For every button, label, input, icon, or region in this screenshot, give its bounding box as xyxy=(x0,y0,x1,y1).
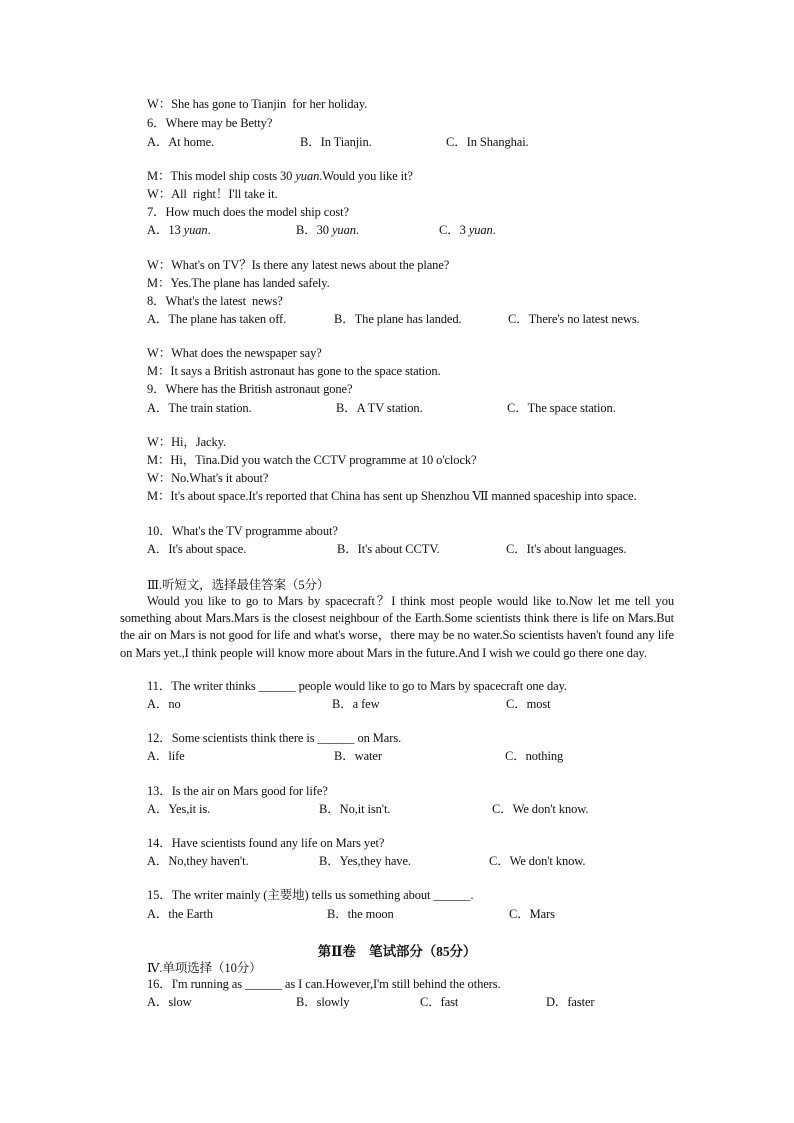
option-a: A．It's about space. xyxy=(147,542,247,556)
question-14: 14．Have scientists found any life on Mars yet? xyxy=(147,836,385,850)
option-c: C．We don't know. xyxy=(492,802,589,816)
option-c: C．It's about languages. xyxy=(506,542,627,556)
option-a: A．the Earth xyxy=(147,907,213,921)
dialogue-line: W：She has gone to Tianjin for her holiday. xyxy=(147,97,368,111)
option-c: C．We don't know. xyxy=(489,854,586,868)
option-b: B．the moon xyxy=(327,907,394,921)
question-13: 13．Is the air on Mars good for life? xyxy=(147,784,328,798)
dialogue-line: W：What's on TV？Is there any latest news about the plane? xyxy=(147,258,450,272)
dialogue-line: M：This model ship costs 30 yuan.Would you like it? xyxy=(147,169,413,183)
question-6: 6．Where may be Betty? xyxy=(147,116,273,130)
option-b: B．A TV station. xyxy=(336,401,423,415)
option-b: B．Yes,they have. xyxy=(319,854,411,868)
option-b: B．a few xyxy=(332,697,380,711)
option-d: D．faster xyxy=(546,995,595,1009)
question-10: 10．What's the TV programme about? xyxy=(147,524,338,538)
option-b: B．No,it isn't. xyxy=(319,802,391,816)
dialogue-line: W：What does the newspaper say? xyxy=(147,346,322,360)
listening-passage: Would you like to go to Mars by spacecraft？I think most people would like to.Now let me tell you something about Mars.Mars is the closest neighbour of the Earth.Some scientists think there is life on Mars.But the air on Mars is not good for life and what's worse，there may be no water.So scientists haven't found any life on Mars yet.,I think people will know more about Mars in the future.And I wish we could go there one day. xyxy=(120,594,674,660)
question-15: 15．The writer mainly (主要地) tells us something about ______. xyxy=(147,888,474,902)
option-c: C．3 yuan. xyxy=(439,223,496,237)
option-b: B．water xyxy=(334,749,382,763)
option-b: B．It's about CCTV. xyxy=(337,542,440,556)
option-a: A．At home. xyxy=(147,135,215,149)
option-c: C．fast xyxy=(420,995,459,1009)
question-8: 8．What's the latest news? xyxy=(147,294,283,308)
option-a: A．The train station. xyxy=(147,401,252,415)
question-11: 11．The writer thinks ______ people would like to go to Mars by spacecraft one day. xyxy=(147,679,567,693)
option-a: A．Yes,it is. xyxy=(147,802,211,816)
option-c: C．nothing xyxy=(505,749,564,763)
question-7: 7．How much does the model ship cost? xyxy=(147,205,349,219)
dialogue-line: W：All right！I'll take it. xyxy=(147,187,278,201)
option-b: B．slowly xyxy=(296,995,350,1009)
option-a: A．no xyxy=(147,697,181,711)
option-a: A．The plane has taken off. xyxy=(147,312,287,326)
option-c: C．In Shanghai. xyxy=(446,135,529,149)
part-title: 第Ⅱ卷 笔试部分（85分） xyxy=(317,944,477,959)
option-c: C．There's no latest news. xyxy=(508,312,640,326)
dialogue-line: M：It's about space.It's reported that China has sent up Shenzhou Ⅶ manned spaceship into space. xyxy=(147,489,637,503)
option-b: B．30 yuan. xyxy=(296,223,359,237)
question-9: 9．Where has the British astronaut gone? xyxy=(147,382,353,396)
option-a: A．13 yuan. xyxy=(147,223,211,237)
option-c: C．Mars xyxy=(509,907,555,921)
question-16: 16．I'm running as ______ as I can.However,I'm still behind the others. xyxy=(147,977,501,991)
dialogue-line: W：No.What's it about? xyxy=(147,471,269,485)
option-b: B．The plane has landed. xyxy=(334,312,462,326)
section-heading: Ⅲ.听短文，选择最佳答案（5分） xyxy=(147,578,330,592)
option-c: C．most xyxy=(506,697,551,711)
option-b: B．In Tianjin. xyxy=(300,135,372,149)
section-heading: Ⅳ.单项选择（10分） xyxy=(147,961,262,975)
option-c: C．The space station. xyxy=(507,401,616,415)
dialogue-line: W：Hi，Jacky. xyxy=(147,435,226,449)
question-12: 12．Some scientists think there is ______ on Mars. xyxy=(147,731,402,745)
dialogue-line: M：Yes.The plane has landed safely. xyxy=(147,276,330,290)
dialogue-line: M：Hi，Tina.Did you watch the CCTV programme at 10 o'clock? xyxy=(147,453,477,467)
option-a: A．No,they haven't. xyxy=(147,854,249,868)
option-a: A．life xyxy=(147,749,185,763)
dialogue-line: M：It says a British astronaut has gone to the space station. xyxy=(147,364,441,378)
option-a: A．slow xyxy=(147,995,192,1009)
